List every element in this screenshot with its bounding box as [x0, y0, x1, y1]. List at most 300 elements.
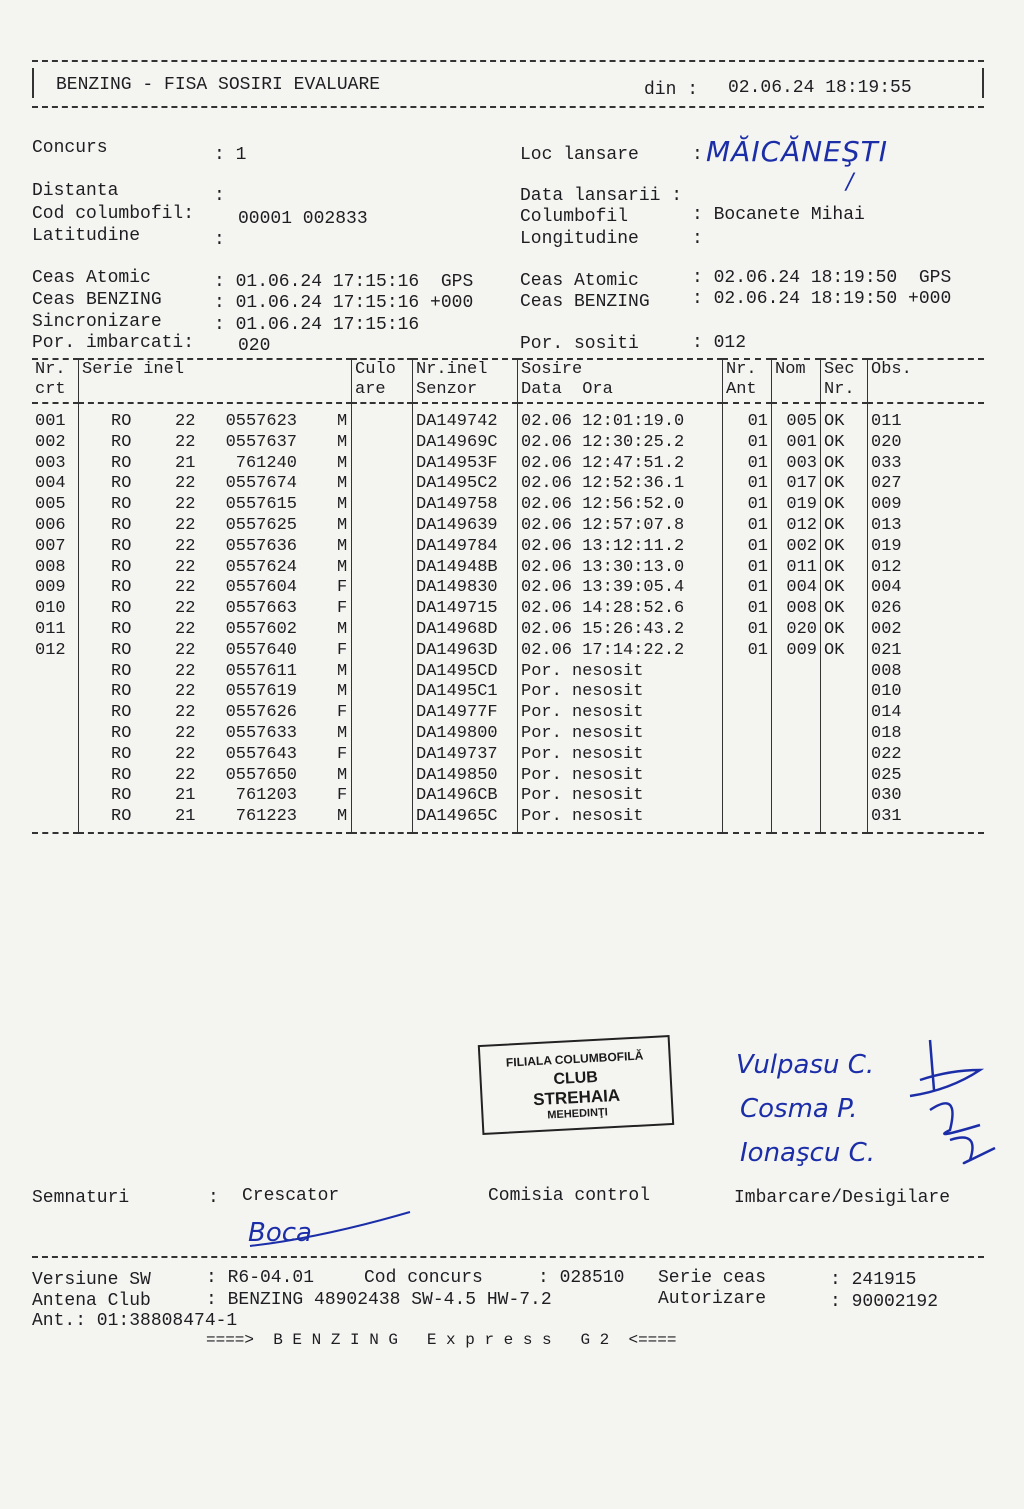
cell-sec-nr — [821, 745, 868, 766]
cell-sec-nr: OK — [821, 454, 868, 475]
ring-sex: F — [337, 786, 348, 806]
ring-sex: M — [337, 536, 348, 556]
cell-obs: 021 — [868, 641, 985, 662]
cell-sec-nr: OK — [821, 403, 868, 433]
ring-sex: F — [337, 744, 348, 764]
cell-senzor: DA14963D — [413, 641, 518, 662]
cell-sosire: 02.06 13:12:11.2 — [518, 537, 723, 558]
ring-number: 0557674 — [225, 474, 297, 494]
cell-senzor: DA149639 — [413, 516, 518, 537]
ring-year: 22 — [175, 723, 196, 743]
cell-serie-inel — [79, 403, 352, 433]
ring-number: 0557643 — [225, 744, 297, 764]
cell-senzor: DA149715 — [413, 599, 518, 620]
cell-nr-crt — [32, 766, 79, 787]
cell-culoare — [352, 558, 413, 579]
cell-nr-ant: 01 — [723, 537, 772, 558]
cell-nr-ant: 01 — [723, 454, 772, 475]
ring-year: 22 — [175, 495, 196, 515]
table-row — [32, 433, 984, 454]
ceas-atomic-right-value: : 02.06.24 18:19:50 GPS — [692, 268, 952, 288]
cell-nr-crt: 010 — [35, 599, 66, 619]
table-header-row — [32, 359, 984, 403]
ring-year: 22 — [175, 619, 196, 639]
ring-country: RO — [111, 453, 132, 473]
ring-year: 22 — [175, 474, 196, 494]
ring-number: 0557604 — [225, 578, 297, 598]
cell-culoare — [352, 662, 413, 683]
cell-sec-nr — [821, 766, 868, 787]
ring-number: 0557633 — [225, 723, 297, 743]
ring-year: 22 — [175, 599, 196, 619]
cell-nom: 019 — [772, 495, 821, 516]
ring-year: 22 — [175, 640, 196, 660]
ring-year: 22 — [175, 682, 196, 702]
stamp-line-3: STREHAIA — [532, 1085, 621, 1110]
autorizare-value: : 90002192 — [830, 1292, 939, 1312]
cell-sosire: 02.06 13:30:13.0 — [518, 558, 723, 579]
por-sositi-value: : 012 — [692, 333, 747, 353]
signature-scribbles — [890, 1030, 1000, 1180]
cell-nr-crt: 002 — [35, 432, 66, 452]
ceas-benzing-left-value: : 01.06.24 17:15:16 +000 — [214, 293, 474, 313]
ring-country: RO — [111, 640, 132, 660]
cell-obs: 019 — [868, 537, 985, 558]
col-obs: Obs. — [868, 359, 985, 403]
cell-senzor: DA149758 — [413, 495, 518, 516]
ring-country: RO — [111, 765, 132, 785]
ring-sex: M — [337, 619, 348, 639]
table-row — [32, 495, 984, 516]
cell-senzor: DA149742 — [413, 403, 518, 433]
cell-serie-inel — [79, 745, 352, 766]
footer-divider — [32, 1256, 984, 1258]
cell-serie-inel — [79, 786, 352, 807]
cell-sec-nr — [821, 786, 868, 807]
table-row — [32, 558, 984, 579]
table-row — [32, 620, 984, 641]
cell-obs: 020 — [868, 433, 985, 454]
data-lansarii-label: Data lansarii : — [520, 186, 683, 206]
cell-nom — [772, 724, 821, 745]
cell-nr-crt: 003 — [35, 453, 66, 473]
ring-sex: M — [337, 474, 348, 494]
cell-obs: 009 — [868, 495, 985, 516]
ring-sex: F — [337, 703, 348, 723]
columbofil-value: : Bocanete Mihai — [692, 205, 865, 225]
ring-year: 22 — [175, 765, 196, 785]
cell-nr-crt: 006 — [35, 515, 66, 535]
cell-serie-inel — [79, 516, 352, 537]
cell-obs: 025 — [868, 766, 985, 787]
cell-sosire: 02.06 12:47:51.2 — [518, 454, 723, 475]
longitudine-label: Longitudine — [520, 229, 639, 249]
ring-year: 21 — [175, 453, 196, 473]
cell-culoare — [352, 745, 413, 766]
versiune-label: Versiune SW — [32, 1270, 151, 1290]
header-left-bar — [32, 68, 34, 98]
cell-nr-crt: 004 — [35, 474, 66, 494]
ring-sex: M — [337, 515, 348, 535]
table-body — [32, 403, 984, 833]
sincronizare-value: : 01.06.24 17:15:16 — [214, 315, 420, 335]
ring-number: 0557650 — [225, 765, 297, 785]
ring-number: 761223 — [235, 807, 297, 827]
cod-concurs-value: : 028510 — [538, 1268, 625, 1288]
cell-culoare — [352, 454, 413, 475]
ring-number: 0557636 — [225, 536, 297, 556]
ring-number: 0557615 — [225, 495, 297, 515]
cell-nr-ant: 01 — [723, 641, 772, 662]
ring-sex: M — [337, 557, 348, 577]
cell-obs: 010 — [868, 682, 985, 703]
cell-nom — [772, 786, 821, 807]
cell-nr-ant — [723, 724, 772, 745]
por-sositi-label: Por. sositi — [520, 334, 639, 354]
cell-nom: 020 — [772, 620, 821, 641]
table-row — [32, 403, 984, 433]
cell-senzor: DA1495CD — [413, 662, 518, 683]
cell-culoare — [352, 578, 413, 599]
ring-number: 0557623 — [225, 412, 297, 431]
ring-number: 0557637 — [225, 432, 297, 452]
boca-stroke-line — [250, 1212, 410, 1246]
cell-nom: 008 — [772, 599, 821, 620]
stamp-line-2: CLUB — [553, 1068, 599, 1089]
cell-sosire: Por. nesosit — [518, 682, 723, 703]
cell-nom — [772, 703, 821, 724]
cell-sec-nr — [821, 682, 868, 703]
autorizare-label: Autorizare — [658, 1289, 767, 1309]
cell-nom — [772, 662, 821, 683]
ring-number: 761203 — [235, 786, 297, 806]
cell-serie-inel — [79, 807, 352, 833]
ring-number: 0557624 — [225, 557, 297, 577]
cell-sosire: Por. nesosit — [518, 703, 723, 724]
loc-lansare-colon: : — [692, 145, 703, 165]
ring-sex: M — [337, 765, 348, 785]
imbarcare-label: Imbarcare/Desigilare — [734, 1188, 951, 1208]
cell-sosire: Por. nesosit — [518, 662, 723, 683]
signature-scribble-1 — [910, 1040, 980, 1096]
cell-nom — [772, 766, 821, 787]
antena-label: Antena Club — [32, 1291, 151, 1311]
cell-sosire: 02.06 14:28:52.6 — [518, 599, 723, 620]
cell-obs: 033 — [868, 454, 985, 475]
cell-nr-ant: 01 — [723, 516, 772, 537]
cell-sosire: Por. nesosit — [518, 766, 723, 787]
cell-nr-ant — [723, 662, 772, 683]
cell-senzor: DA149784 — [413, 537, 518, 558]
cell-nr-crt — [32, 662, 79, 683]
cell-culoare — [352, 766, 413, 787]
stamp-line-1: FILIALA COLUMBOFILĂ — [505, 1048, 644, 1070]
cell-culoare — [352, 786, 413, 807]
cell-culoare — [352, 703, 413, 724]
ring-country: RO — [111, 432, 132, 452]
benzing-express-banner: ====> B E N Z I N G E x p r e s s G 2 <==== — [206, 1331, 677, 1349]
ceas-atomic-right-label: Ceas Atomic — [520, 271, 639, 291]
cell-nom: 017 — [772, 474, 821, 495]
cell-serie-inel — [79, 682, 352, 703]
cell-culoare — [352, 620, 413, 641]
sincronizare-label: Sincronizare — [32, 312, 162, 332]
stamp-line-4: MEHEDINŢI — [546, 1106, 609, 1122]
ring-country: RO — [111, 474, 132, 494]
cell-serie-inel — [79, 495, 352, 516]
cell-serie-inel — [79, 558, 352, 579]
cell-nr-ant: 01 — [723, 620, 772, 641]
cell-obs: 030 — [868, 786, 985, 807]
cell-obs: 031 — [868, 807, 985, 833]
cell-nr-crt — [32, 703, 79, 724]
club-stamp — [478, 1035, 674, 1135]
latitudine-label: Latitudine — [32, 226, 141, 246]
table-row — [32, 454, 984, 475]
ring-year: 22 — [175, 744, 196, 764]
cell-senzor: DA1495C1 — [413, 682, 518, 703]
cell-culoare — [352, 807, 413, 833]
ring-year: 22 — [175, 703, 196, 723]
cell-sec-nr: OK — [821, 558, 868, 579]
cell-nr-ant: 01 — [723, 599, 772, 620]
cell-nr-ant — [723, 786, 772, 807]
table-row — [32, 745, 984, 766]
latitudine-value: : — [214, 230, 225, 250]
table-row — [32, 786, 984, 807]
ring-number: 0557663 — [225, 599, 297, 619]
cell-nr-ant: 01 — [723, 403, 772, 433]
ceas-atomic-left-label: Ceas Atomic — [32, 268, 151, 288]
cell-nr-crt — [32, 682, 79, 703]
cell-nr-crt: 007 — [35, 536, 66, 556]
data-lansarii-mark: / — [846, 170, 854, 195]
signature-vulpasu: Vulpasu C. — [736, 1050, 875, 1080]
cell-obs: 026 — [868, 599, 985, 620]
cell-senzor: DA14969C — [413, 433, 518, 454]
cell-sec-nr — [821, 662, 868, 683]
cell-culoare — [352, 641, 413, 662]
cell-serie-inel — [79, 454, 352, 475]
cell-nr-ant: 01 — [723, 495, 772, 516]
ring-country: RO — [111, 723, 132, 743]
ring-country: RO — [111, 495, 132, 515]
cell-sec-nr — [821, 724, 868, 745]
cell-sec-nr: OK — [821, 516, 868, 537]
ring-country: RO — [111, 515, 132, 535]
col-nr-crt: Nr. crt — [35, 360, 66, 399]
cod-columbofil-label: Cod columbofil: — [32, 204, 195, 224]
cell-serie-inel — [79, 578, 352, 599]
ceas-benzing-right-label: Ceas BENZING — [520, 292, 650, 312]
ring-country: RO — [111, 682, 132, 702]
ring-year: 22 — [175, 557, 196, 577]
cell-senzor: DA149737 — [413, 745, 518, 766]
cell-obs: 008 — [868, 662, 985, 683]
ring-year: 22 — [175, 412, 196, 431]
cell-nom: 012 — [772, 516, 821, 537]
ring-year: 22 — [175, 661, 196, 681]
cell-nr-crt — [32, 724, 79, 745]
table-row — [32, 682, 984, 703]
report-date-label: din : — [644, 80, 699, 100]
table-footer-rule — [32, 833, 984, 840]
cell-sec-nr: OK — [821, 599, 868, 620]
concurs-value: : 1 — [214, 145, 247, 165]
semnaturi-label: Semnaturi — [32, 1188, 130, 1208]
table-row — [32, 599, 984, 620]
cell-culoare — [352, 403, 413, 433]
table-row — [32, 766, 984, 787]
ring-sex: M — [337, 453, 348, 473]
ring-number: 761240 — [235, 453, 297, 473]
cell-sec-nr: OK — [821, 641, 868, 662]
ring-year: 22 — [175, 515, 196, 535]
ring-sex: M — [337, 432, 348, 452]
cell-nr-ant — [723, 807, 772, 833]
concurs-label: Concurs — [32, 138, 108, 158]
cell-senzor: DA14948B — [413, 558, 518, 579]
cod-concurs-label: Cod concurs — [364, 1268, 483, 1288]
ring-year: 22 — [175, 432, 196, 452]
ring-sex: M — [337, 807, 348, 827]
serie-ceas-label: Serie ceas — [658, 1268, 767, 1288]
ring-country: RO — [111, 599, 132, 619]
cell-sec-nr — [821, 807, 868, 833]
cell-nom: 005 — [772, 403, 821, 433]
cell-serie-inel — [79, 641, 352, 662]
cell-nom: 001 — [772, 433, 821, 454]
cell-obs: 018 — [868, 724, 985, 745]
cell-culoare — [352, 537, 413, 558]
cell-nr-crt: 001 — [35, 412, 66, 431]
ring-country: RO — [111, 703, 132, 723]
ring-sex: M — [337, 495, 348, 515]
crescator-label: Crescator — [242, 1186, 340, 1206]
cell-nom: 011 — [772, 558, 821, 579]
ring-country: RO — [111, 619, 132, 639]
cell-serie-inel — [79, 599, 352, 620]
cell-serie-inel — [79, 433, 352, 454]
columbofil-label: Columbofil — [520, 207, 629, 227]
header-right-bar — [982, 68, 984, 98]
signature-boca: Boca — [248, 1218, 312, 1248]
cell-nr-ant — [723, 766, 772, 787]
loc-lansare-value: MĂICĂNEŞTI — [706, 135, 889, 168]
cell-senzor: DA14953F — [413, 454, 518, 475]
col-nr-ant: Nr. Ant — [723, 359, 772, 403]
cell-sosire: 02.06 17:14:22.2 — [518, 641, 723, 662]
distanta-value: : — [214, 186, 225, 206]
cell-nom — [772, 682, 821, 703]
signature-scribble-2 — [930, 1103, 980, 1134]
cell-nr-ant: 01 — [723, 474, 772, 495]
ring-country: RO — [111, 578, 132, 598]
cell-sosire: Por. nesosit — [518, 807, 723, 833]
cell-nom: 002 — [772, 537, 821, 558]
cell-sosire: Por. nesosit — [518, 724, 723, 745]
serie-ceas-value: : 241915 — [830, 1270, 917, 1290]
boca-stroke — [240, 1208, 420, 1258]
cell-obs: 004 — [868, 578, 985, 599]
cell-sec-nr: OK — [821, 474, 868, 495]
table-row — [32, 578, 984, 599]
ring-year: 21 — [175, 786, 196, 806]
col-nr-inel-senzor: Nr.inel Senzor — [413, 359, 518, 403]
report-date-value: 02.06.24 18:19:55 — [728, 78, 912, 98]
ceas-benzing-left-label: Ceas BENZING — [32, 290, 162, 310]
cell-serie-inel — [79, 724, 352, 745]
cell-culoare — [352, 682, 413, 703]
ceas-atomic-left-value: : 01.06.24 17:15:16 GPS — [214, 272, 474, 292]
ring-number: 0557626 — [225, 703, 297, 723]
ring-sex: M — [337, 723, 348, 743]
ring-country: RO — [111, 786, 132, 806]
cell-serie-inel — [79, 766, 352, 787]
cell-nr-crt — [32, 786, 79, 807]
ring-year: 21 — [175, 807, 196, 827]
cell-nom: 003 — [772, 454, 821, 475]
antena-value: : BENZING 48902438 SW-4.5 HW-7.2 — [206, 1290, 552, 1310]
cell-sosire: 02.06 13:39:05.4 — [518, 578, 723, 599]
cell-nr-crt — [32, 807, 79, 833]
cell-nom: 009 — [772, 641, 821, 662]
ring-sex: M — [337, 661, 348, 681]
col-culoare: Culo are — [352, 359, 413, 403]
ring-year: 22 — [175, 536, 196, 556]
cell-culoare — [352, 516, 413, 537]
cell-senzor: DA149830 — [413, 578, 518, 599]
cell-serie-inel — [79, 703, 352, 724]
ring-sex: F — [337, 599, 348, 619]
ceas-benzing-right-value: : 02.06.24 18:19:50 +000 — [692, 289, 952, 309]
cell-nr-ant — [723, 682, 772, 703]
ring-number: 0557625 — [225, 515, 297, 535]
cell-sec-nr — [821, 703, 868, 724]
cell-nr-crt — [32, 745, 79, 766]
table-row — [32, 724, 984, 745]
cell-culoare — [352, 433, 413, 454]
ring-number: 0557640 — [225, 640, 297, 660]
signature-ionascu: Ionaşcu C. — [740, 1138, 875, 1168]
table-row — [32, 641, 984, 662]
cell-obs: 011 — [868, 403, 985, 433]
cell-nr-ant — [723, 703, 772, 724]
ring-country: RO — [111, 744, 132, 764]
cell-senzor: DA14968D — [413, 620, 518, 641]
col-serie-inel: Serie inel — [79, 359, 352, 403]
col-nom: Nom — [772, 359, 821, 403]
cell-obs: 013 — [868, 516, 985, 537]
ring-sex: M — [337, 682, 348, 702]
cell-senzor: DA1495C2 — [413, 474, 518, 495]
ring-sex: M — [337, 412, 348, 431]
table-row — [32, 474, 984, 495]
ring-number: 0557619 — [225, 682, 297, 702]
table-row — [32, 516, 984, 537]
col-sosire: Sosire Data Ora — [518, 359, 723, 403]
cell-culoare — [352, 599, 413, 620]
cell-serie-inel — [79, 620, 352, 641]
cell-senzor: DA1496CB — [413, 786, 518, 807]
cell-sec-nr: OK — [821, 537, 868, 558]
cell-sosire: 02.06 12:56:52.0 — [518, 495, 723, 516]
cell-obs: 014 — [868, 703, 985, 724]
cell-nom — [772, 807, 821, 833]
cod-columbofil-value: 00001 002833 — [238, 209, 368, 229]
ring-country: RO — [111, 412, 132, 431]
cell-sec-nr: OK — [821, 578, 868, 599]
